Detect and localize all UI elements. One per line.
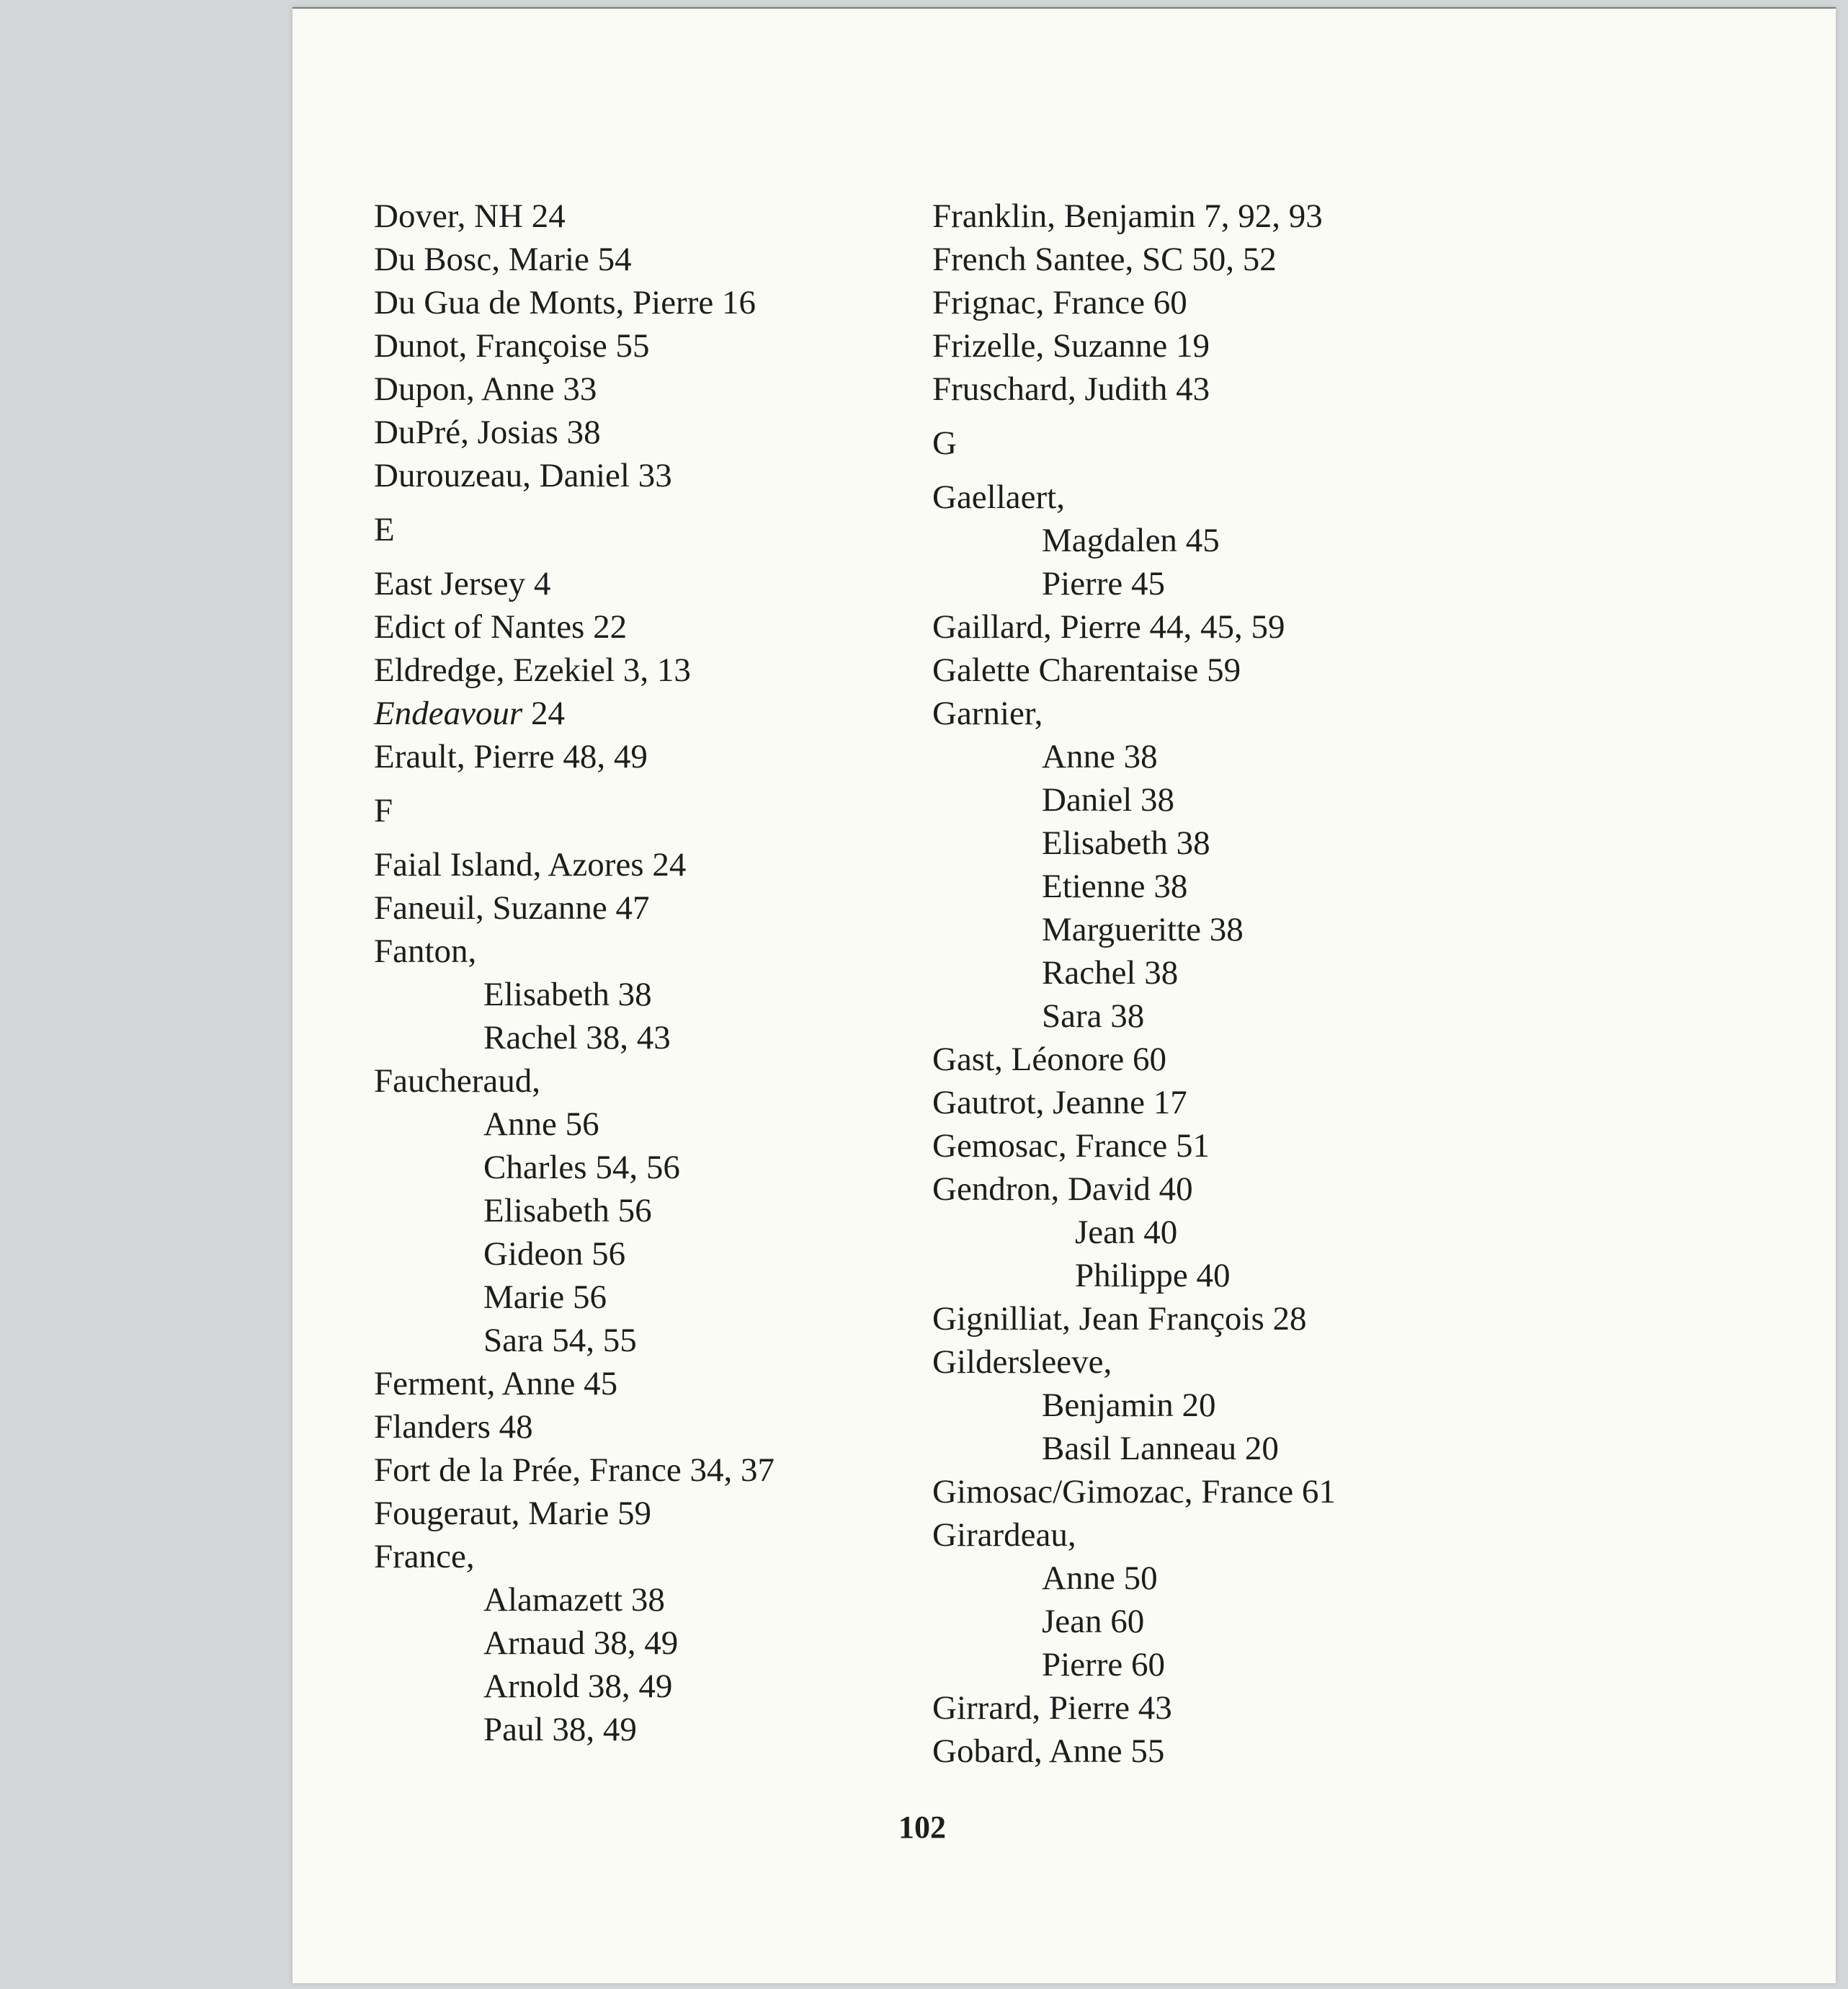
index-entry-name: Durouzeau, Daniel (374, 457, 630, 494)
index-entry-pages: 60 (1110, 1603, 1145, 1640)
index-subentry (932, 908, 1581, 951)
index-entry (932, 1297, 1581, 1340)
index-entry-pages: 20 (1244, 1430, 1279, 1467)
index-entry-name: Philippe (1075, 1257, 1188, 1294)
index-entry-pages: 40 (1196, 1257, 1231, 1294)
index-entry (374, 649, 921, 692)
index-subentry (374, 1319, 921, 1362)
index-column-left (374, 195, 921, 1751)
index-entry-name: Fruschard, Judith (932, 370, 1168, 408)
index-entry (932, 476, 1581, 519)
index-entry-name: Frignac, France (932, 284, 1145, 321)
index-entry (374, 238, 921, 281)
index-entry (932, 1513, 1581, 1557)
index-entry-name: Marie (483, 1278, 565, 1316)
index-entry-pages: 55 (1130, 1732, 1165, 1770)
index-entry-pages: 60 (1153, 284, 1187, 321)
index-entry-pages: 33 (638, 457, 672, 494)
index-subentry (374, 1103, 921, 1146)
index-entry-pages: 22 (593, 608, 628, 646)
index-letter-heading: G (932, 424, 957, 462)
index-subentry (374, 1276, 921, 1319)
index-entry-pages: 38 (1176, 824, 1210, 862)
index-subentry (374, 1232, 921, 1276)
index-entry-name: Sara (1042, 997, 1102, 1035)
index-entry (374, 886, 921, 930)
index-entry-name: Frizelle, Suzanne (932, 327, 1168, 365)
index-entry-pages: 34, 37 (689, 1451, 775, 1489)
index-subentry (932, 865, 1581, 908)
index-entry-pages: 28 (1272, 1300, 1307, 1338)
index-entry-name: Jean (1042, 1603, 1102, 1640)
index-entry-name: Gimosac/Gimozac, France (932, 1473, 1294, 1510)
index-entry-pages: 60 (1132, 1041, 1166, 1078)
index-entry-name: Rachel (483, 1019, 578, 1056)
index-entry-name: Girardeau, (932, 1516, 1076, 1554)
index-subentry (932, 735, 1581, 778)
index-entry-pages: 51 (1176, 1127, 1210, 1165)
index-entry (932, 605, 1581, 649)
index-entry-pages: 24 (652, 846, 687, 884)
index-entry-name: Daniel (1042, 781, 1133, 819)
index-column-right (932, 195, 1581, 1773)
index-entry-name: Alamazett (483, 1581, 623, 1619)
index-entry-pages: 54, 55 (552, 1322, 637, 1359)
index-subentry (374, 1189, 921, 1232)
index-entry-name: Jean (1075, 1214, 1135, 1251)
index-entry-pages: 48, 49 (563, 738, 648, 775)
index-subentry (932, 951, 1581, 994)
index-entry (374, 454, 921, 497)
index-entry (374, 411, 921, 454)
index-entry (374, 324, 921, 368)
index-entry-name: Gideon (483, 1235, 584, 1273)
index-entry-pages: 38, 49 (587, 1668, 673, 1705)
index-entry (374, 930, 921, 973)
index-entry-name: Magdalen (1042, 522, 1177, 559)
index-entry (374, 1449, 921, 1492)
index-entry-pages: 54, 56 (595, 1149, 680, 1186)
index-entry (374, 562, 921, 605)
index-entry-pages: 61 (1301, 1473, 1336, 1510)
index-entry-name: Du Gua de Monts, Pierre (374, 284, 714, 321)
index-entry (374, 1492, 921, 1535)
index-entry-pages: 38 (1209, 911, 1244, 948)
index-entry (932, 692, 1581, 735)
index-subentry (374, 1621, 921, 1665)
index-entry-name: Girrard, Pierre (932, 1689, 1130, 1727)
index-entry-pages: 16 (721, 284, 756, 321)
index-entry-name: Basil Lanneau (1042, 1430, 1237, 1467)
index-entry (932, 1167, 1581, 1211)
index-entry-pages: 56 (572, 1278, 607, 1316)
index-entry-name: Elisabeth (483, 1192, 610, 1229)
index-letter-heading: F (374, 792, 393, 829)
index-subentry (374, 1708, 921, 1751)
index-entry-name: Elisabeth (483, 976, 610, 1013)
index-entry-pages: 4 (533, 565, 551, 602)
index-entry-pages: 56 (592, 1235, 626, 1273)
index-entry-name: Margueritte (1042, 911, 1202, 948)
index-entry-pages: 54 (597, 241, 632, 278)
index-entry-pages: 55 (615, 327, 650, 365)
index-entry (932, 281, 1581, 324)
index-entry-pages: 24 (531, 197, 566, 235)
index-entry-pages: 59 (1207, 651, 1241, 689)
index-entry-pages: 47 (615, 889, 650, 927)
index-entry (374, 281, 921, 324)
index-entry-name: Arnaud (483, 1624, 585, 1662)
index-entry-name: French Santee, SC (932, 241, 1184, 278)
index-entry (932, 1081, 1581, 1124)
index-entry-name: East Jersey (374, 565, 526, 602)
index-entry (374, 692, 921, 735)
index-entry-name: Rachel (1042, 954, 1136, 992)
index-entry-pages: 3, 13 (622, 651, 691, 689)
index-entry-pages: 60 (1130, 1646, 1165, 1683)
index-entry (932, 324, 1581, 368)
index-entry-pages: 45 (1185, 522, 1220, 559)
index-entry-name: Gaellaert, (932, 479, 1065, 516)
index-entry-name: Gemosac, France (932, 1127, 1168, 1165)
index-entry-name: Anne (483, 1105, 557, 1143)
index-entry-name: Fougeraut, Marie (374, 1495, 610, 1532)
index-entry-pages: 38 (617, 976, 652, 1013)
index-entry-name: Benjamin (1042, 1387, 1174, 1424)
index-entry-name: Gast, Léonore (932, 1041, 1125, 1078)
index-entry-pages: 38 (1153, 868, 1188, 905)
index-entry (374, 843, 921, 886)
index-entry-name: Flanders (374, 1408, 491, 1446)
index-subentry (932, 1643, 1581, 1686)
index-entry-name: Faucheraud, (374, 1062, 540, 1100)
index-entry (374, 605, 921, 649)
index-entry-pages: 38 (566, 414, 601, 451)
index-subentry (932, 778, 1581, 822)
index-entry-pages: 40 (1143, 1214, 1178, 1251)
index-entry (374, 195, 921, 238)
index-entry-name: Fanton, (374, 933, 477, 970)
index-entry-pages: 45 (584, 1365, 618, 1402)
index-entry-pages: 7, 92, 93 (1204, 197, 1323, 235)
index-subentry (374, 1016, 921, 1059)
index-entry-name: France, (374, 1538, 475, 1575)
index-subentry (932, 994, 1581, 1038)
index-entry-name: Eldredge, Ezekiel (374, 651, 615, 689)
index-entry-name: Fort de la Prée, France (374, 1451, 682, 1489)
index-entry-name: Pierre (1042, 565, 1123, 602)
index-entry-name: Gaillard, Pierre (932, 608, 1141, 646)
index-entry-name: Endeavour (374, 695, 523, 732)
index-entry-name: Charles (483, 1149, 587, 1186)
index-entry-pages: 43 (1176, 370, 1210, 408)
index-entry (932, 649, 1581, 692)
index-entry-pages: 24 (530, 695, 565, 732)
index-entry-name: Du Bosc, Marie (374, 241, 589, 278)
index-entry-name: Faneuil, Suzanne (374, 889, 607, 927)
index-entry-pages: 56 (565, 1105, 599, 1143)
index-entry (932, 1686, 1581, 1730)
index-entry-pages: 33 (563, 370, 597, 408)
index-entry-name: Anne (1042, 1559, 1115, 1597)
index-entry (374, 1405, 921, 1449)
index-subentry (932, 822, 1581, 865)
index-entry (932, 195, 1581, 238)
index-entry-name: Gobard, Anne (932, 1732, 1122, 1770)
index-entry-pages: 38, 49 (593, 1624, 679, 1662)
index-subentry (932, 1211, 1581, 1254)
index-entry-pages: 17 (1153, 1084, 1187, 1121)
index-page (293, 7, 1836, 1983)
index-entry (374, 368, 921, 411)
index-entry-name: Gendron, David (932, 1170, 1151, 1208)
index-entry-pages: 38, 43 (586, 1019, 671, 1056)
index-entry-name: Elisabeth (1042, 824, 1168, 862)
index-entry-pages: 20 (1182, 1387, 1216, 1424)
index-entry-name: Ferment, Anne (374, 1365, 576, 1402)
index-entry-pages: 38 (630, 1581, 665, 1619)
index-entry-name: Franklin, Benjamin (932, 197, 1196, 235)
index-entry-pages: 50, 52 (1192, 241, 1277, 278)
index-subentry (932, 1600, 1581, 1643)
index-entry-pages: 38 (1123, 738, 1158, 775)
index-entry (932, 1470, 1581, 1513)
index-entry-name: Dupon, Anne (374, 370, 555, 408)
index-entry-name: Garnier, (932, 695, 1043, 732)
index-entry-name: Dover, NH (374, 197, 523, 235)
index-subentry (932, 1557, 1581, 1600)
index-entry-pages: 59 (617, 1495, 652, 1532)
index-entry (932, 368, 1581, 411)
index-subentry (932, 1427, 1581, 1470)
index-entry-name: Etienne (1042, 868, 1146, 905)
index-entry-pages: 48 (499, 1408, 533, 1446)
index-subentry (374, 1578, 921, 1621)
index-entry-pages: 50 (1123, 1559, 1158, 1597)
index-entry-name: Paul (483, 1711, 544, 1748)
index-entry-name: Arnold (483, 1668, 580, 1705)
index-subentry (374, 973, 921, 1016)
index-entry (932, 1340, 1581, 1384)
index-entry-name: Gautrot, Jeanne (932, 1084, 1145, 1121)
index-entry-name: DuPré, Josias (374, 414, 558, 451)
index-letter-heading: E (374, 511, 395, 548)
index-entry-pages: 38, 49 (552, 1711, 637, 1748)
index-entry-name: Gignilliat, Jean François (932, 1300, 1264, 1338)
index-entry (932, 1124, 1581, 1167)
index-entry-name: Pierre (1042, 1646, 1123, 1683)
index-entry (374, 1059, 921, 1103)
index-entry-name: Erault, Pierre (374, 738, 555, 775)
page-number: 102 (898, 1810, 946, 1845)
index-entry (374, 735, 921, 778)
index-subentry (932, 519, 1581, 562)
index-entry-name: Dunot, Françoise (374, 327, 607, 365)
index-entry-pages: 38 (1141, 781, 1175, 819)
index-entry (374, 1362, 921, 1405)
index-entry (374, 1535, 921, 1578)
index-subentry (374, 1146, 921, 1189)
index-subentry (374, 1665, 921, 1708)
index-entry-pages: 19 (1176, 327, 1210, 365)
index-entry (932, 238, 1581, 281)
index-entry-pages: 44, 45, 59 (1149, 608, 1285, 646)
index-subentry (932, 1254, 1581, 1297)
index-entry-pages: 56 (617, 1192, 652, 1229)
index-entry-pages: 40 (1159, 1170, 1193, 1208)
index-entry-name: Edict of Nantes (374, 608, 585, 646)
index-entry-pages: 38 (1144, 954, 1179, 992)
index-entry-name: Sara (483, 1322, 544, 1359)
index-subentry (932, 562, 1581, 605)
index-entry-name: Galette Charentaise (932, 651, 1199, 689)
index-entry-pages: 43 (1138, 1689, 1172, 1727)
index-entry-pages: 45 (1130, 565, 1165, 602)
index-subentry (932, 1384, 1581, 1427)
index-entry (932, 1038, 1581, 1081)
index-entry-name: Anne (1042, 738, 1115, 775)
index-entry (932, 1730, 1581, 1773)
index-entry-pages: 38 (1110, 997, 1145, 1035)
index-entry-name: Faial Island, Azores (374, 846, 644, 884)
index-entry-name: Gildersleeve, (932, 1343, 1112, 1381)
